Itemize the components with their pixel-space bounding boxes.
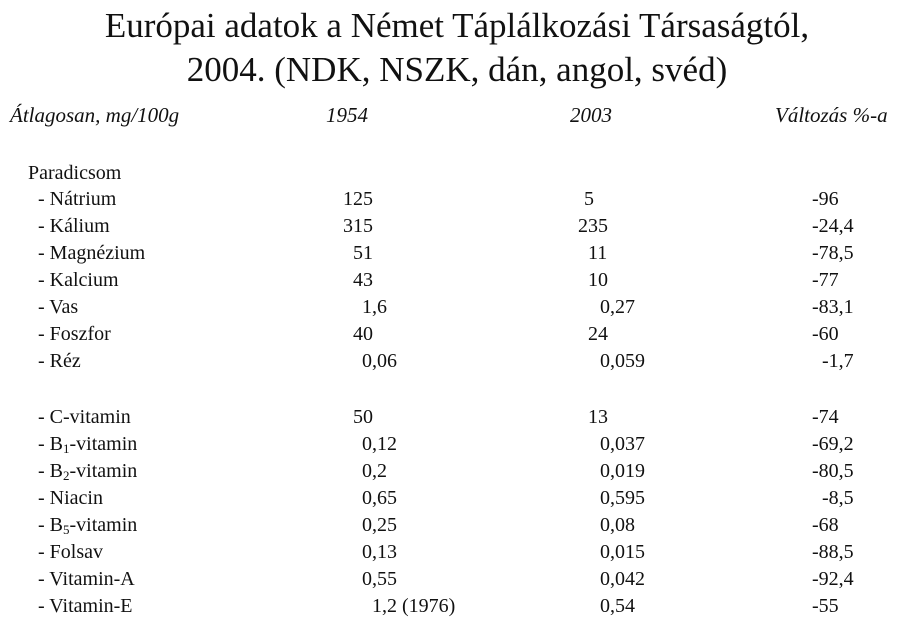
table-row [0,566,914,592]
value-1954: 125 [343,188,373,210]
change-percent: -55 [812,595,839,617]
change-percent: -74 [812,406,839,428]
table-row [0,267,914,293]
change-percent: -77 [812,269,839,291]
change-percent: -68 [812,514,839,536]
value-2003: 10 [588,269,608,291]
header-1954: 1954 [326,103,368,127]
change-percent: -1,7 [822,350,854,372]
value-2003: 0,019 [600,460,645,482]
value-2003: 0,015 [600,541,645,563]
change-percent: -69,2 [812,433,854,455]
table-row [0,186,914,212]
value-1954: 1,6 [362,296,387,318]
nutrient-name: - Vitamin-E [38,595,133,617]
table-row [0,593,914,619]
nutrient-name: - Kálium [38,215,110,237]
nutrient-name: - Niacin [38,487,103,509]
nutrient-name: - C-vitamin [38,406,131,428]
header-2003: 2003 [570,103,612,127]
table-row [0,213,914,239]
value-1954: 0,2 [362,460,387,482]
value-2003: 24 [588,323,608,345]
value-1954: 0,06 [362,350,397,372]
value-2003: 0,059 [600,350,645,372]
table-row [0,294,914,320]
table-row [0,485,914,511]
table-row [0,404,914,430]
nutrient-name: - Kalcium [38,269,119,291]
nutrient-name: - $B_2$-vitamin [38,460,138,483]
nutrient-name: - Vitamin-A [38,568,135,590]
table-row [0,240,914,266]
value-1954: 1,2 (1976) [372,595,456,617]
change-percent: -96 [812,188,839,210]
value-2003: 5 [584,188,594,210]
value-2003: 11 [588,242,608,264]
table-row [0,539,914,565]
nutrient-name: - Nátrium [38,188,117,210]
value-2003: 13 [588,406,608,428]
value-1954: 0,25 [362,514,397,536]
value-1954: 0,13 [362,541,397,563]
value-2003: 0,08 [600,514,635,536]
value-1954: 315 [343,215,373,237]
change-percent: -24,4 [812,215,854,237]
nutrient-name: - $B_1$-vitamin [38,433,138,456]
value-2003: 0,042 [600,568,645,590]
value-1954: 50 [353,406,373,428]
title-line-1: Európai adatok a Német Táplálkozási Társaságtól, [104,6,810,45]
value-1954: 40 [353,323,373,345]
nutrient-name: - Magnézium [38,242,146,264]
value-2003: 0,595 [600,487,645,509]
value-1954: 0,12 [362,433,397,455]
value-1954: 0,65 [362,487,397,509]
header-unit-label: Átlagosan, mg/100g [10,103,180,127]
value-2003: 0,037 [600,433,645,455]
value-1954: 43 [353,269,373,291]
table-row [0,512,914,538]
section-title: Paradicsom [28,162,122,184]
change-percent: -8,5 [822,487,854,509]
table-row [0,348,914,374]
table-row [0,431,914,457]
change-percent: -80,5 [812,460,854,482]
header-change-percent: Változás %-a [775,103,888,127]
value-1954: 0,55 [362,568,397,590]
change-percent: -60 [812,323,839,345]
nutrient-name: - Folsav [38,541,103,563]
nutrient-name: - Foszfor [38,323,111,345]
change-percent: -83,1 [812,296,854,318]
change-percent: -92,4 [812,568,854,590]
change-percent: -78,5 [812,242,854,264]
change-percent: -88,5 [812,541,854,563]
nutrient-name: - Vas [38,296,79,318]
nutrient-name: - $B_5$-vitamin [38,514,138,537]
value-2003: 235 [578,215,608,237]
value-1954: 51 [353,242,373,264]
table-row [0,321,914,347]
nutrient-name: - Réz [38,350,81,372]
title-line-2: 2004. (NDK, NSZK, dán, angol, svéd) [186,50,728,89]
value-2003: 0,27 [600,296,635,318]
value-2003: 0,54 [600,595,635,617]
table-row [0,458,914,484]
